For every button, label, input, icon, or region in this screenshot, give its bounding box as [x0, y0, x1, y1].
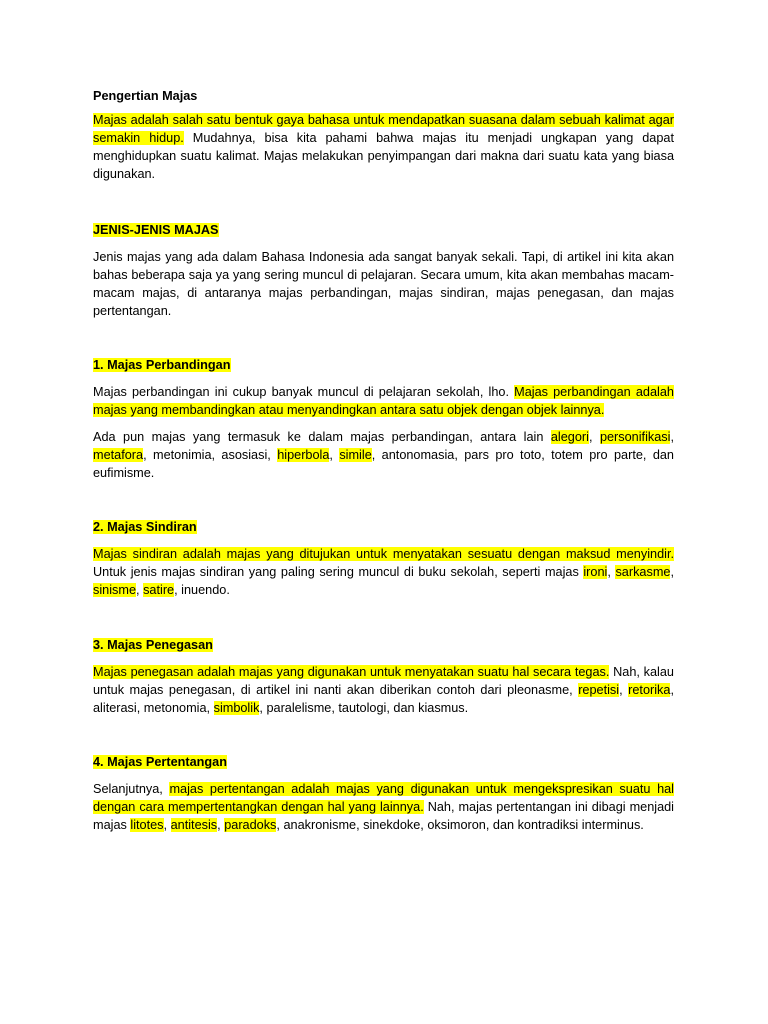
jenis-heading-text: JENIS-JENIS MAJAS — [93, 223, 219, 237]
sindiran-paragraph — [93, 545, 674, 599]
sindiran-highlight: Majas sindiran adalah majas yang ditujukan untuk menyatakan sesuatu dengan maksud menyindir. — [93, 547, 674, 561]
perbandingan-p1-highlight: Majas perbandingan adalah majas yang membandingkan atau menyandingkan antara satu objek dengan objek lainnya. — [93, 385, 674, 417]
penegasan-paragraph — [93, 663, 674, 717]
perbandingan-heading-text: 1. Majas Perbandingan — [93, 358, 231, 372]
separator: , — [217, 818, 225, 832]
separator: , — [588, 430, 600, 444]
intro-paragraph — [93, 111, 674, 183]
perbandingan-paragraph-2 — [93, 428, 674, 482]
penegasan-heading-text: 3. Majas Penegasan — [93, 638, 213, 652]
term-retorika: retorika — [628, 683, 671, 697]
term-simbolik: simbolik — [213, 701, 260, 715]
separator: , — [619, 683, 629, 697]
term-alegori: alegori — [550, 430, 589, 444]
term-antitesis: antitesis — [170, 818, 218, 832]
term-sarkasme: sarkasme — [615, 565, 671, 579]
sindiran-mid: Untuk jenis majas sindiran yang paling sering muncul di buku sekolah, seperti majas — [93, 565, 584, 579]
pertentangan-heading — [93, 753, 227, 771]
separator: , — [136, 583, 144, 597]
pertentangan-heading-text: 4. Majas Pertentangan — [93, 755, 227, 769]
intro-highlight: Majas adalah salah satu bentuk gaya bahasa untuk mendapatkan suasana dalam sebuah kalimat agar semakin hidup. — [93, 113, 674, 145]
term-repetisi: repetisi — [578, 683, 620, 697]
pertentangan-start: Selanjutnya, — [93, 782, 170, 796]
perbandingan-p2-intro: Ada pun majas yang termasuk ke dalam majas perbandingan, antara lain — [93, 430, 551, 444]
sindiran-end: , inuendo. — [174, 583, 230, 597]
perbandingan-p1-text: Majas perbandingan ini cukup banyak muncul di pelajaran sekolah, lho. — [93, 385, 515, 399]
penegasan-mid2: , aliterasi, metonomia, — [93, 683, 674, 715]
jenis-heading — [93, 221, 219, 239]
penegasan-mid: Nah, kalau untuk majas penegasan, di artikel ini nanti akan diberikan contoh dari pleonasme, — [93, 665, 674, 697]
sindiran-heading-text: 2. Majas Sindiran — [93, 520, 197, 534]
penegasan-end: , paralelisme, tautologi, dan kiasmus. — [259, 701, 469, 715]
term-ironi: ironi — [583, 565, 608, 579]
pertentangan-end: , anakronisme, sinekdoke, oksimoron, dan kontradiksi interminus. — [276, 818, 644, 832]
term-sinisme: sinisme — [93, 583, 137, 597]
intro-text: Mudahnya, bisa kita pahami bahwa majas itu menjadi ungkapan yang dapat menghidupkan suatu kalimat. Majas melakukan penyimpangan dari makna dari suatu kata yang biasa digunakan. — [93, 131, 674, 181]
term-paradoks: paradoks — [224, 818, 277, 832]
document-title: Pengertian Majas — [93, 89, 198, 103]
sindiran-heading — [93, 518, 197, 536]
pertentangan-paragraph — [93, 780, 674, 834]
term-satire: satire — [143, 583, 175, 597]
perbandingan-p2-mid: , metonimia, asosiasi, — [143, 448, 278, 462]
separator: , — [163, 818, 171, 832]
term-personifikasi: personifikasi — [599, 430, 671, 444]
pertentangan-highlight: majas pertentangan adalah majas yang digunakan untuk mengekspresikan suatu hal dengan cara mempertentangkan dengan hal yang lainnya. — [93, 782, 675, 814]
separator: , — [670, 430, 674, 444]
separator: , — [329, 448, 340, 462]
separator: , — [670, 565, 674, 579]
separator: , — [607, 565, 616, 579]
penegasan-heading — [93, 636, 213, 654]
term-litotes: litotes — [130, 818, 164, 832]
perbandingan-paragraph-1 — [93, 383, 674, 419]
term-metafora: metafora — [93, 448, 144, 462]
term-hiperbola: hiperbola — [277, 448, 330, 462]
pertentangan-mid: Nah, majas pertentangan ini dibagi menjadi majas — [93, 800, 674, 832]
term-simile: simile — [339, 448, 372, 462]
perbandingan-heading — [93, 356, 231, 374]
perbandingan-p2-end: , antonomasia, pars pro toto, totem pro parte, dan eufimisme. — [93, 448, 674, 480]
penegasan-highlight: Majas penegasan adalah majas yang digunakan untuk menyatakan suatu hal secara tegas. — [93, 665, 610, 679]
jenis-paragraph: Jenis majas yang ada dalam Bahasa Indonesia ada sangat banyak sekali. Tapi, di artikel ini kita akan bahas beberapa saja ya yang sering muncul di pelajaran. Secara umum, kita akan membahas macam-macam majas, di antaranya majas perbandingan, majas sindiran, majas penegasan, dan majas pertentangan. — [93, 250, 674, 318]
